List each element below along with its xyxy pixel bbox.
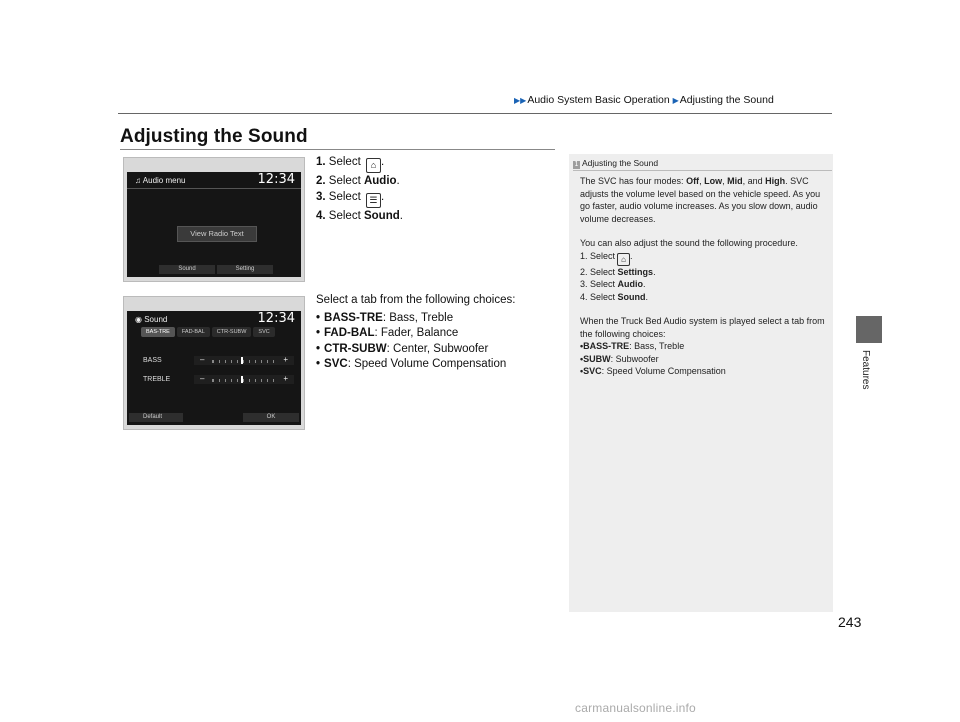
- list-item: [316, 326, 515, 342]
- step-1: [316, 154, 403, 173]
- section-tab-label: Features: [860, 350, 871, 390]
- choices-intro: Select a tab from the following choices:: [316, 294, 516, 306]
- sound-tabs: [141, 327, 275, 337]
- treble-slider[interactable]: [194, 375, 294, 384]
- menu-icon: ☰: [366, 193, 381, 208]
- screen-title-text: Audio menu: [142, 176, 186, 185]
- step-text: Select: [328, 175, 364, 187]
- tab-bas-tre[interactable]: BAS-TRE: [141, 327, 175, 337]
- step-text: Select: [590, 266, 618, 277]
- choice-desc: : Speed Volume Compensation: [347, 358, 507, 370]
- choice-key: BASS-TRE: [324, 311, 383, 324]
- step-keyword: Audio: [363, 175, 397, 187]
- step-text: .: [399, 210, 403, 222]
- step-number: 4.: [316, 210, 326, 222]
- note-heading: [573, 158, 658, 169]
- list-item: [316, 342, 515, 358]
- breadcrumb: [514, 94, 774, 106]
- choice-desc: : Speed Volume Compensation: [601, 366, 726, 376]
- step-keyword: Settings: [617, 266, 654, 277]
- page-number: 243: [838, 614, 862, 630]
- step-number: 4.: [580, 291, 588, 302]
- note-step: [580, 250, 825, 266]
- screen-clock: 12:34: [257, 172, 295, 187]
- slider-ticks: [212, 379, 276, 382]
- step-number: 3.: [580, 279, 588, 289]
- arrow-icon: ▶: [672, 96, 679, 105]
- svc-mode: Low: [704, 176, 723, 186]
- note-paragraph: When the Truck Bed Audio system is played select a tab from the following choices:: [580, 316, 825, 339]
- audio-menu-screenshot: [123, 157, 305, 282]
- step-keyword: Sound: [363, 210, 400, 222]
- watermark: carmanualsonline.info: [575, 701, 696, 715]
- choice-key: SUBW: [583, 353, 611, 364]
- svc-mode: High: [765, 176, 786, 186]
- screen-title: [135, 176, 185, 185]
- note-step: [580, 291, 825, 304]
- slider-knob[interactable]: [241, 376, 243, 383]
- step-number: 3.: [316, 191, 326, 203]
- svc-mode: Off: [686, 176, 700, 186]
- view-radio-text-button[interactable]: View Radio Text: [177, 226, 257, 242]
- list-item: [580, 353, 825, 366]
- note-marker-icon: 1: [574, 161, 579, 168]
- note-text: SVC adjusts the volume level based on the vehicle speed. As you go faster, audio volume increases. As you slow down, audio volume decreases.: [580, 176, 821, 224]
- breadcrumb-section[interactable]: Audio System Basic Operation: [527, 94, 670, 106]
- step-2: [316, 173, 403, 189]
- step-text: .: [653, 266, 656, 277]
- audio-menu-screen: [127, 172, 301, 277]
- step-number: 1.: [580, 250, 588, 261]
- home-icon: ⌂: [617, 253, 630, 266]
- step-3: [316, 189, 403, 208]
- choice-key: FAD-BAL: [324, 327, 375, 339]
- screen-title-text: Sound: [144, 315, 168, 324]
- step-number: 2.: [580, 266, 588, 277]
- slider-ticks: [212, 360, 276, 363]
- minus-icon[interactable]: –: [200, 374, 205, 383]
- sound-icon: ◉: [135, 315, 145, 324]
- step-text: Select: [328, 210, 364, 222]
- breadcrumb-current: Adjusting the Sound: [679, 94, 774, 106]
- choice-desc: : Fader, Balance: [374, 327, 459, 339]
- screen-divider: [127, 188, 301, 189]
- music-note-icon: ♫: [135, 176, 143, 185]
- step-text: Select: [590, 250, 616, 261]
- choice-key: CTR-SUBW: [324, 342, 387, 355]
- step-text: Select: [328, 156, 364, 168]
- tab-ctr-subw[interactable]: CTR-SUBW: [212, 327, 252, 337]
- ok-button[interactable]: OK: [243, 413, 299, 422]
- list-item: [580, 340, 825, 353]
- double-arrow-icon: ▶▶: [514, 96, 527, 105]
- setting-button[interactable]: Setting: [217, 265, 273, 274]
- page-title: Adjusting the Sound: [120, 126, 308, 147]
- tab-fad-bal[interactable]: FAD-BAL: [177, 327, 210, 337]
- note-body: [580, 175, 825, 378]
- choice-desc: : Bass, Treble: [629, 341, 685, 351]
- title-rule: [120, 149, 555, 150]
- default-button[interactable]: Default: [129, 413, 183, 422]
- bass-label: BASS: [143, 357, 162, 364]
- home-icon: ⌂: [366, 158, 381, 173]
- choice-key: SVC: [324, 358, 348, 370]
- choices-block: [316, 293, 515, 373]
- step-text: .: [380, 191, 385, 203]
- section-tab-marker: [856, 316, 882, 343]
- slider-knob[interactable]: [241, 357, 243, 364]
- step-text: Select: [590, 279, 618, 289]
- plus-icon[interactable]: +: [283, 374, 288, 383]
- header-rule: [118, 113, 832, 114]
- note-step: [580, 278, 825, 291]
- step-text: .: [630, 250, 633, 261]
- step-text: Select: [590, 291, 618, 302]
- screen-clock: 12:34: [257, 311, 295, 326]
- svc-mode: Mid: [727, 176, 743, 186]
- list-item: [316, 357, 515, 373]
- step-text: .: [380, 156, 385, 168]
- list-item: [580, 365, 825, 378]
- plus-icon[interactable]: +: [283, 355, 288, 364]
- choice-desc: : Bass, Treble: [382, 311, 454, 324]
- step-text: .: [396, 175, 400, 187]
- note-heading-text: Adjusting the Sound: [582, 158, 659, 168]
- step-keyword: Audio: [617, 279, 644, 289]
- step-4: [316, 208, 403, 224]
- step-keyword: Sound: [617, 291, 646, 302]
- step-text: Select: [328, 191, 364, 203]
- note-paragraph: The SVC has four modes: Off, Low, Mid, and High. SVC adjusts the volume level based on the vehicle speed. As you go faster, audio volume increases. As you slow down, audio volume decreases.: [580, 176, 821, 224]
- step-number: 2.: [316, 175, 326, 187]
- note-paragraph: You can also adjust the sound the following procedure.: [580, 238, 798, 248]
- choice-key: BASS-TRE: [583, 341, 630, 351]
- step-text: .: [645, 291, 649, 302]
- note-rule: [573, 170, 832, 171]
- sound-screen: [127, 311, 301, 425]
- tab-svc[interactable]: SVC: [253, 327, 274, 337]
- choice-desc: : Subwoofer: [610, 353, 659, 364]
- step-number: 1.: [316, 156, 326, 168]
- note-step: [580, 266, 825, 279]
- screen-title: [135, 315, 167, 324]
- treble-label: TREBLE: [143, 376, 171, 383]
- list-item: [316, 311, 515, 327]
- steps-list: [316, 154, 403, 224]
- minus-icon[interactable]: –: [200, 355, 205, 364]
- sound-button[interactable]: Sound: [159, 265, 215, 274]
- choice-key: SVC: [583, 366, 602, 376]
- bass-slider[interactable]: [194, 356, 294, 365]
- note-text: The SVC has four modes:: [580, 176, 687, 186]
- choices-list: [316, 311, 515, 373]
- sound-screenshot: [123, 296, 305, 430]
- choice-desc: : Center, Subwoofer: [386, 342, 489, 355]
- step-text: .: [643, 279, 646, 289]
